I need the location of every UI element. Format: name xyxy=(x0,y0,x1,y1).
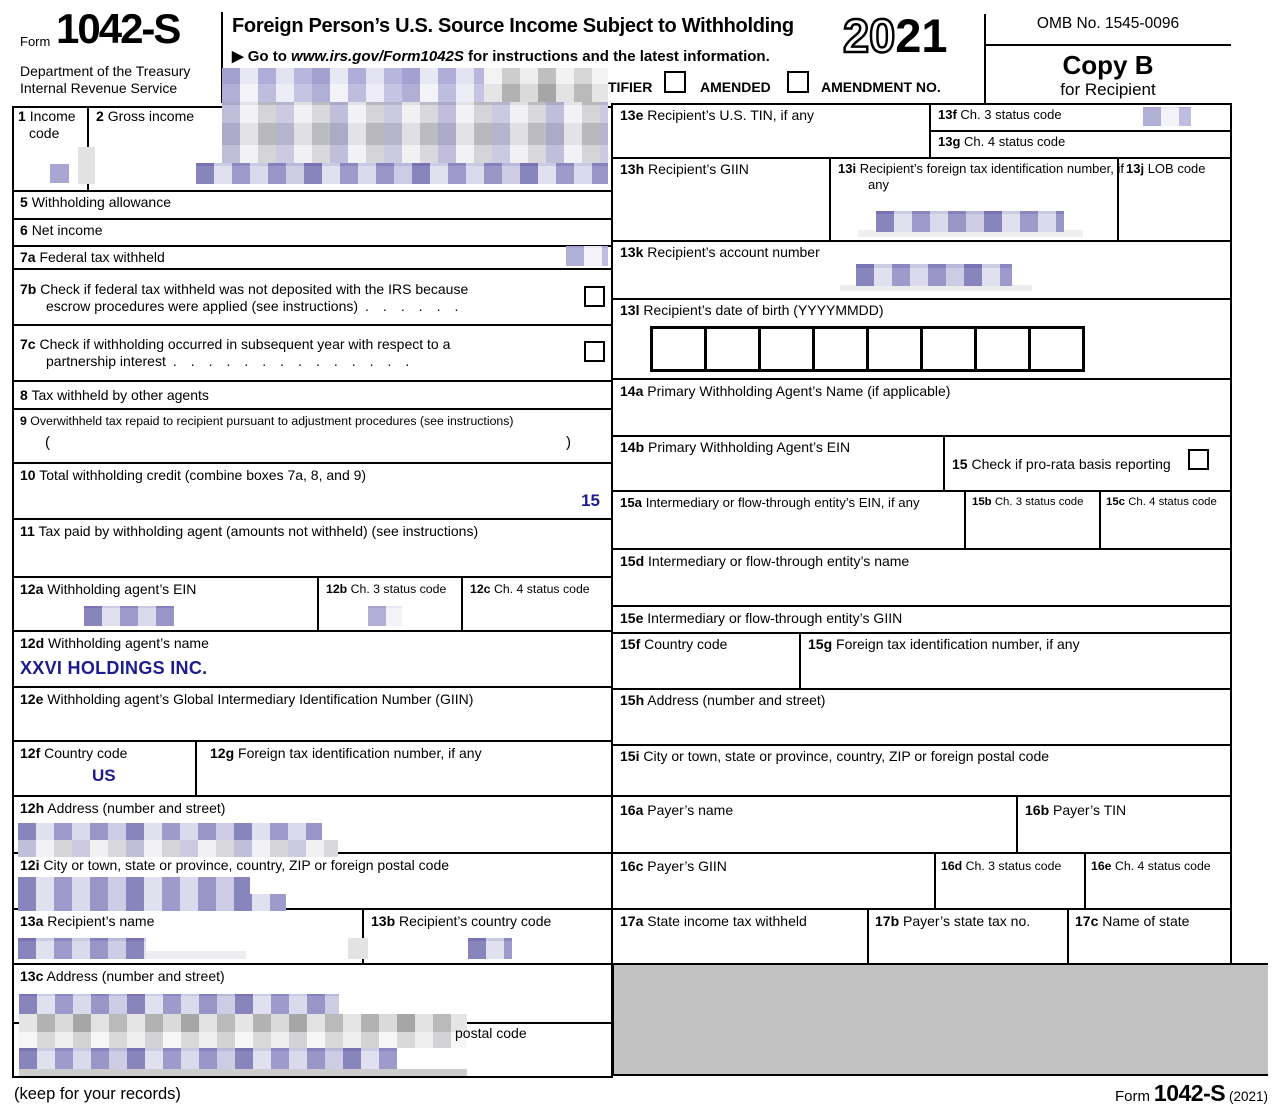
redaction-mosaic xyxy=(222,102,608,163)
footer-note: (keep for your records) xyxy=(14,1085,181,1103)
grid-line xyxy=(943,435,945,490)
box-17b-label: 17b Payer’s state tax no. xyxy=(875,913,1031,929)
dob-digit-cell[interactable] xyxy=(920,326,977,372)
box-7c-label-line2: partnership interest . . . . . . . . . . . . . . xyxy=(46,353,410,369)
grid-line xyxy=(12,740,612,742)
redaction-mosaic xyxy=(468,938,512,959)
box-9-label: 9 Overwithheld tax repaid to recipient pursuant to adjustment procedures (see instructions) xyxy=(20,414,514,428)
grid-line xyxy=(612,103,1231,105)
box-14a-label: 14a Primary Withholding Agent’s Name (if applicable) xyxy=(620,383,951,399)
dob-digit-cell[interactable] xyxy=(704,326,761,372)
grid-line xyxy=(799,632,801,688)
box-13g-label: 13g Ch. 4 status code xyxy=(938,134,1066,149)
redaction-mosaic xyxy=(18,823,322,840)
box-15d-label: 15d Intermediary or flow-through entity’s name xyxy=(620,553,910,569)
grid-line xyxy=(1067,908,1069,963)
grid-line xyxy=(12,795,612,797)
grid-line xyxy=(612,795,1231,797)
grid-line xyxy=(12,380,612,382)
box-9-paren-open: ( xyxy=(45,434,50,451)
box-15-label: 15 Check if pro-rata basis reporting xyxy=(952,456,1171,472)
box-12h-label: 12h Address (number and street) xyxy=(20,800,226,816)
grid-line xyxy=(612,852,1231,854)
box-8-label: 8 Tax withheld by other agents xyxy=(20,387,209,403)
box-13a-label: 13a Recipient’s name xyxy=(20,913,155,929)
grid-line xyxy=(12,686,612,688)
grid-line xyxy=(930,130,1231,132)
grid-line xyxy=(612,908,1231,910)
redaction-mosaic xyxy=(19,1032,467,1048)
redaction-mosaic xyxy=(876,211,1064,232)
grid-line xyxy=(612,632,1231,634)
box-17c-label: 17c Name of state xyxy=(1075,913,1190,929)
box-13l-label: 13l Recipient’s date of birth (YYYYMMDD) xyxy=(620,302,884,318)
dob-digit-cell[interactable] xyxy=(866,326,923,372)
grid-line xyxy=(317,576,319,630)
copy-sub-label: for Recipient xyxy=(1060,80,1156,99)
redaction-mosaic xyxy=(484,68,608,102)
box-7b-checkbox[interactable] xyxy=(584,286,605,307)
tax-year: 2021 xyxy=(843,9,948,62)
grid-line xyxy=(929,103,931,157)
box-5-label: 5 Withholding allowance xyxy=(20,194,171,210)
grid-line xyxy=(12,190,612,192)
box-15-checkbox[interactable] xyxy=(1188,449,1209,470)
dept-line-2: Internal Revenue Service xyxy=(20,80,178,96)
redaction-mosaic xyxy=(19,994,339,1014)
redaction-mosaic xyxy=(222,68,484,102)
omb-underline xyxy=(985,44,1231,46)
grid-line xyxy=(612,240,1231,242)
identifier-checkbox[interactable] xyxy=(664,71,686,93)
box-12b-label: 12b Ch. 3 status code xyxy=(326,582,447,596)
box-7b-label-line2: escrow procedures were applied (see instructions) . . . . . . xyxy=(46,298,459,314)
grid-line xyxy=(12,106,14,1076)
redaction-mosaic xyxy=(856,264,1012,286)
amended-checkbox[interactable] xyxy=(787,71,809,93)
grid-line xyxy=(461,576,463,630)
redaction-mosaic xyxy=(19,1014,467,1032)
box-16b-label: 16b Payer’s TIN xyxy=(1025,802,1127,818)
redaction-mosaic xyxy=(18,894,286,911)
box-12a-label: 12a Withholding agent’s EIN xyxy=(20,581,197,597)
dept-line-1: Department of the Treasury xyxy=(20,63,191,79)
box-12d-value: XXVI HOLDINGS INC. xyxy=(20,658,208,678)
irs-url: www.irs.gov/Form1042S xyxy=(291,48,464,65)
redaction-mosaic xyxy=(1143,107,1191,126)
box-16a-label: 16a Payer’s name xyxy=(620,802,734,818)
box-7b-label: 7b Check if federal tax withheld was not deposited with the IRS because xyxy=(20,281,469,297)
grid-line xyxy=(12,576,612,578)
grid-line xyxy=(612,378,1231,380)
grid-line xyxy=(12,268,612,270)
grid-line xyxy=(612,157,1231,159)
grid-line xyxy=(12,963,612,965)
box-12e-label: 12e Withholding agent’s Global Intermediary Identification Number (GIIN) xyxy=(20,691,474,707)
form-number: 1042-S xyxy=(56,5,180,52)
grid-line xyxy=(1016,795,1018,852)
footer-form-id: Form 1042-S (2021) xyxy=(1115,1080,1268,1106)
box-13k-label: 13k Recipient’s account number xyxy=(620,244,820,260)
box-13e-label: 13e Recipient’s U.S. TIN, if any xyxy=(620,107,815,123)
box-13i-label: 13i Recipient’s foreign tax identification number, if any xyxy=(838,161,1124,192)
redaction-mosaic xyxy=(348,938,368,959)
redaction-mosaic xyxy=(18,877,250,894)
box-13f-label: 13f Ch. 3 status code xyxy=(938,107,1062,122)
box-15c-label: 15c Ch. 4 status code xyxy=(1106,496,1217,508)
redaction-mosaic xyxy=(368,606,402,626)
amended-label: AMENDED xyxy=(700,79,771,95)
grid-line xyxy=(12,324,612,326)
box-10-label: 10 Total withholding credit (combine boxes 7a, 8, and 9) xyxy=(20,467,367,483)
redaction-mosaic xyxy=(196,163,608,184)
box-7c-label: 7c Check if withholding occurred in subsequent year with respect to a xyxy=(20,336,451,352)
box-16d-label: 16d Ch. 3 status code xyxy=(941,859,1062,873)
grid-line xyxy=(964,490,966,548)
box-2-label: 2 Gross income xyxy=(96,108,195,124)
grid-line xyxy=(612,605,1231,607)
box-12d-label: 12d Withholding agent’s name xyxy=(20,635,209,651)
grid-line xyxy=(612,744,1231,746)
redaction-mosaic xyxy=(78,147,95,184)
box-12c-label: 12c Ch. 4 status code xyxy=(470,582,590,596)
grid-line xyxy=(1230,103,1232,963)
dob-digit-cell[interactable] xyxy=(758,326,815,372)
box-16e-label: 16e Ch. 4 status code xyxy=(1091,859,1211,873)
box-7a-label: 7a Federal tax withheld xyxy=(20,249,165,265)
grid-line xyxy=(195,740,197,795)
box-15i-label: 15i City or town, state or province, country, ZIP or foreign postal code xyxy=(620,748,1050,764)
box-6-label: 6 Net income xyxy=(20,222,103,238)
box-13c-label: 13c Address (number and street) xyxy=(20,968,225,984)
grid-line xyxy=(12,218,612,220)
omb-divider-vertical xyxy=(984,14,986,103)
grid-line xyxy=(611,103,613,1078)
copy-label: Copy B xyxy=(1062,50,1154,80)
redaction-mosaic xyxy=(50,164,69,183)
box-12i-label: 12i City or town, state or province, country, ZIP or foreign postal code xyxy=(20,857,450,873)
box-15h-label: 15h Address (number and street) xyxy=(620,692,826,708)
box-14b-label: 14b Primary Withholding Agent’s EIN xyxy=(620,439,851,455)
grid-line xyxy=(12,462,612,464)
box-12f-value: US xyxy=(92,766,116,785)
box-16c-label: 16c Payer’s GIIN xyxy=(620,858,727,874)
amendment-no-label: AMENDMENT NO. xyxy=(821,79,941,95)
arrow-icon: ▶ xyxy=(232,48,244,65)
grid-line xyxy=(1099,490,1101,548)
redaction-mosaic xyxy=(146,951,246,959)
grid-line xyxy=(12,245,612,247)
grid-line xyxy=(612,688,1231,690)
box-10-value: 15 xyxy=(581,491,600,510)
box-13b-label: 13b Recipient’s country code xyxy=(371,913,552,929)
form-title: Foreign Person’s U.S. Source Income Subject to Withholding xyxy=(232,15,794,37)
grid-line xyxy=(934,852,936,908)
grid-line xyxy=(612,548,1231,550)
grid-line xyxy=(12,518,612,520)
grid-line xyxy=(1084,852,1086,908)
box-13h-label: 13h Recipient’s GIIN xyxy=(620,161,749,177)
redaction-mosaic xyxy=(18,840,338,857)
box-12f-label: 12f Country code xyxy=(20,745,128,761)
grid-line xyxy=(612,490,1231,492)
box-15a-label: 15a Intermediary or flow-through entity’s EIN, if any xyxy=(620,495,920,510)
date-of-birth-boxes xyxy=(650,326,1082,372)
form-subtitle: ▶ Go to www.irs.gov/Form1042S for instructions and the latest information. xyxy=(232,48,770,65)
box-11-label: 11 Tax paid by withholding agent (amounts not withheld) (see instructions) xyxy=(20,523,479,539)
redaction-mosaic xyxy=(18,938,146,959)
shaded-reserved-area xyxy=(612,963,1268,1076)
grid-line xyxy=(612,298,1231,300)
identifier-fragment: TIFIER xyxy=(608,79,653,95)
grid-line xyxy=(829,157,831,240)
box-15f-label: 15f Country code xyxy=(620,636,728,652)
grid-line xyxy=(12,408,612,410)
form-word: Form xyxy=(20,34,51,49)
box-13d-label-fragment: postal code xyxy=(455,1025,527,1041)
box-17a-label: 17a State income tax withheld xyxy=(620,913,807,929)
grid-line xyxy=(12,1076,612,1078)
box-12g-label: 12g Foreign tax identification number, if any xyxy=(210,745,482,761)
omb-number: OMB No. 1545-0096 xyxy=(1036,15,1180,32)
box-15b-label: 15b Ch. 3 status code xyxy=(972,496,1084,508)
box-13j-label: 13j LOB code xyxy=(1126,161,1206,176)
dob-digit-cell[interactable] xyxy=(812,326,869,372)
grid-line xyxy=(12,630,612,632)
dob-digit-cell[interactable] xyxy=(974,326,1031,372)
grid-line xyxy=(867,908,869,963)
box-9-paren-close: ) xyxy=(566,434,571,451)
box-1-label: 1 Income code xyxy=(18,108,76,141)
dob-digit-cell[interactable] xyxy=(1028,326,1085,372)
grid-line xyxy=(612,435,1231,437)
redaction-mosaic xyxy=(566,246,608,266)
dob-digit-cell[interactable] xyxy=(650,326,707,372)
redaction-mosaic xyxy=(84,606,174,626)
box-15e-label: 15e Intermediary or flow-through entity’s GIIN xyxy=(620,610,903,626)
box-15g-label: 15g Foreign tax identification number, if any xyxy=(808,636,1080,652)
redaction-mosaic xyxy=(19,1069,467,1076)
box-7c-checkbox[interactable] xyxy=(584,341,605,362)
redaction-mosaic xyxy=(19,1048,397,1069)
